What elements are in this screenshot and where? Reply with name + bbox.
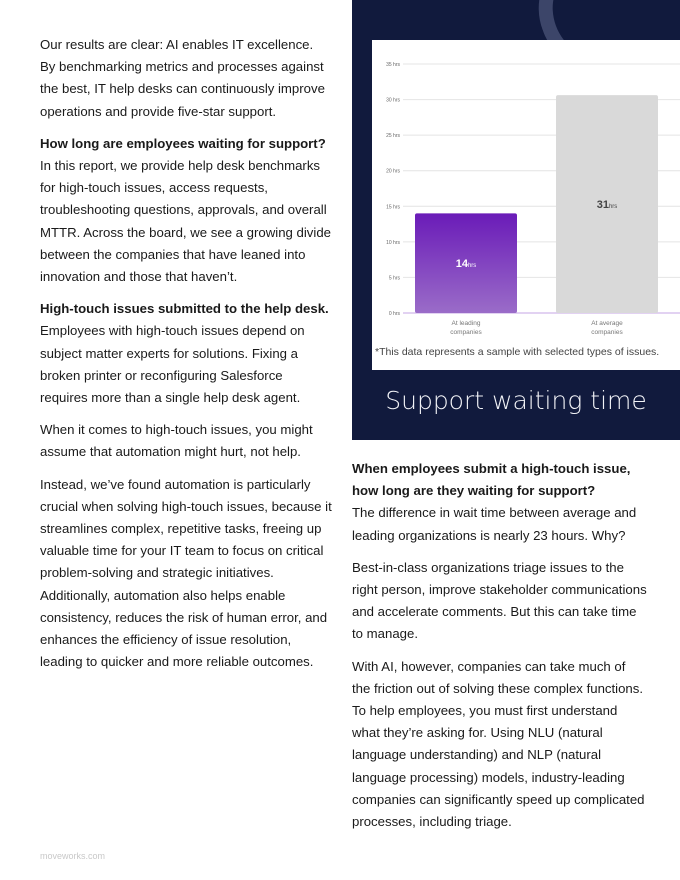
paragraph: Employees with high-touch issues depend on subject matter experts for solutions. Fixing a broken printer or reconfiguring Salesforce requires more than a single help desk agent. xyxy=(40,323,305,406)
y-tick-label: 25 hrs xyxy=(386,133,400,140)
panel-title: Support waiting time xyxy=(385,386,647,415)
heading-question: When employees submit a high-touch issue, how long are they waiting for support? xyxy=(352,461,631,499)
chart-note: *This data represents a sample with selected types of issues. xyxy=(375,346,660,358)
bar-value-label: 14hrs xyxy=(455,258,477,271)
x-tick-label: companies xyxy=(450,329,482,336)
paragraph: When it comes to high-touch issues, you might assume that automation might hurt, not help. xyxy=(40,422,313,460)
chart-card xyxy=(372,40,680,370)
y-tick-label: 5 hrs xyxy=(388,275,400,282)
bar-chart xyxy=(372,40,680,370)
x-tick-label: At average xyxy=(591,320,623,327)
y-tick-label: 30 hrs xyxy=(386,97,400,104)
y-tick-label: 0 hrs xyxy=(388,311,400,317)
x-tick-label: At leading xyxy=(451,320,481,327)
heading-high-touch: High-touch issues submitted to the help desk. xyxy=(40,301,329,317)
bar-value-label: 31hrs xyxy=(596,199,618,212)
paragraph: With AI, however, companies can take much of the friction out of solving these complex functions. To help employees, you must first understand what they’re asking for. Using NLU (natural language understanding) and NLP (natural language processing) models, industry-leading companies can significantly speed up complicated processes, including triage. xyxy=(352,658,645,830)
paragraph: Best-in-class organizations triage issues to the right person, improve stakeholder communications and accelerate comments. But this can take time to manage. xyxy=(352,559,647,642)
intro-paragraph: Our results are clear: AI enables IT excellence. By benchmarking metrics and processes against the best, IT help desks can continuously improve operations and provide five-star support. xyxy=(40,37,325,119)
paragraph: The difference in wait time between average and leading organizations is nearly 23 hours. Why? xyxy=(352,505,637,543)
y-tick-label: 35 hrs xyxy=(386,62,400,68)
y-tick-label: 10 hrs xyxy=(386,239,400,246)
x-tick-label: companies xyxy=(591,329,623,336)
heading-waiting: How long are employees waiting for support? xyxy=(40,135,326,151)
footer-url: moveworks.com xyxy=(40,851,106,861)
y-tick-label: 20 hrs xyxy=(386,168,400,175)
right-column xyxy=(352,458,647,843)
left-column xyxy=(40,34,332,683)
paragraph: Instead, we’ve found automation is particularly crucial when solving high-touch issues, because it streamlines complex, repetitive tasks, freeing up valuable time for your IT team to focus on critical problem-solving and strategic initiatives. Additionally, automation also helps enable consistency, reduces the risk of human error, and enhances the efficiency of issue resolution, leading to quicker and more reliable outcomes. xyxy=(40,476,332,670)
paragraph: In this report, we provide help desk benchmarks for high-touch issues, access requests, troubleshooting questions, approvals, and overall MTTR. Across the board, we see a growing divide between the companies that have leaned into innovation and those that haven’t. xyxy=(40,158,331,285)
y-tick-label: 15 hrs xyxy=(386,204,400,211)
